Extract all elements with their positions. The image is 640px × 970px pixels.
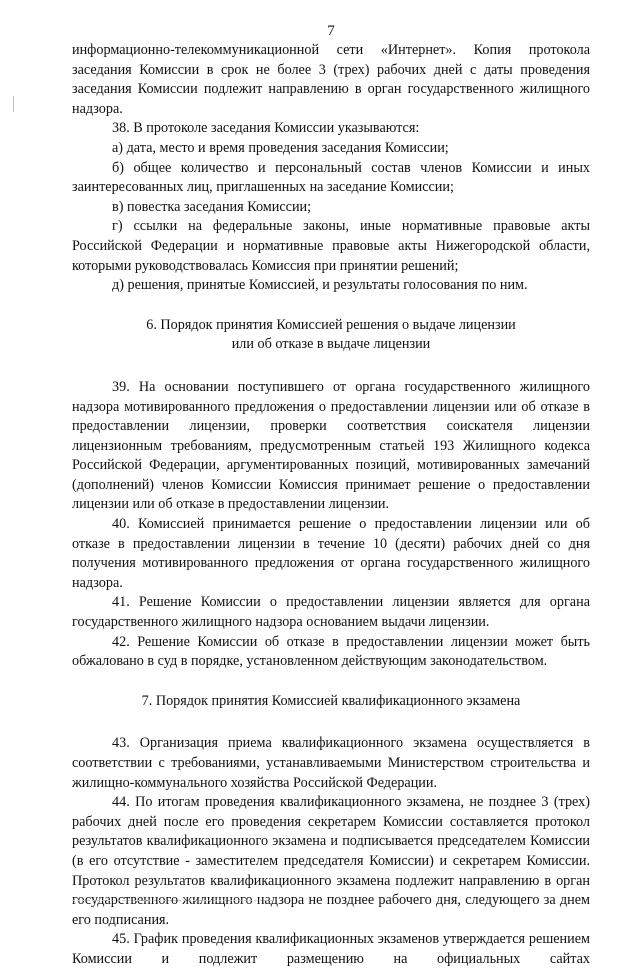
paragraph-38: 38. В протоколе заседания Комиссии указываются:	[112, 120, 420, 137]
document-page	[72, 0, 590, 967]
paragraph-45: 45. График проведения квалификационных экзаменов утверждается решением Комиссии и подлежит размещению на официальных сайтах	[72, 931, 590, 967]
list-item-b: б) общее количество и персональный состав членов Комиссии и иных заинтересованных лиц, приглашенных на заседание Комиссии;	[72, 159, 590, 196]
list-item-a: а) дата, место и время проведения заседания Комиссии;	[112, 139, 449, 156]
paragraph-42: 42. Решение Комиссии об отказе в предоставлении лицензии может быть обжаловано в суд в порядке, установленном действующим законодательством.	[72, 633, 590, 670]
section-6-title-line1: 6. Порядок принятия Комиссией решения о выдаче лицензии	[146, 316, 516, 333]
document-body	[72, 41, 590, 970]
section-7-title: 7. Порядок принятия Комиссией квалификационного экзамена	[141, 692, 521, 709]
paragraph-43: 43. Организация приема квалификационного экзамена осуществляется в соответствии с требованиями, устанавливаемыми Министерством строительства и жилищно-коммунального хозяйства Российской Федерации.	[72, 735, 590, 791]
paragraph-39: 39. На основании поступившего от органа государственного жилищного надзора мотивированного предложения о предоставлении лицензии или об отказе в предоставлении лицензии, проверки соответствия соискателя лицензии лицензионным требованиям, предусмотренным статьей 193 Жилищного кодекса Российской Федерации, аргументированных позиций, мотивированных замечаний (дополнений) членов Комиссии Комиссия принимает решение о предоставлении лицензии или об отказе в предоставлении лицензии.	[72, 378, 590, 513]
paragraph-41: 41. Решение Комиссии о предоставлении лицензии является для органа государственного жилищного надзора основанием выдачи лицензии.	[72, 594, 590, 631]
list-item-d: д) решения, принятые Комиссией, и результаты голосования по ним.	[112, 277, 528, 294]
page-number: 7	[327, 23, 335, 39]
section-6-title-line2: или об отказе в выдаче лицензии	[231, 336, 431, 353]
paragraph-40: 40. Комиссией принимается решение о предоставлении лицензии или об отказе в предоставлении лицензии в течение 10 (десяти) рабочих дней со дня получения мотивированного предложения от органа государственного жилищного надзора.	[72, 516, 590, 591]
bottom-edge-rule	[72, 900, 272, 901]
list-item-v: в) повестка заседания Комиссии;	[112, 198, 312, 215]
paragraph-37-continuation: информационно-телекоммуникационной сети «Интернет». Копия протокола заседания Комиссии в срок не более 3 (трех) рабочих дней с даты проведения заседания Комиссии подлежит направлению в орган государственного жилищного надзора.	[72, 42, 590, 117]
margin-mark	[13, 96, 14, 112]
paragraph-44: 44. По итогам проведения квалификационного экзамена, не позднее 3 (трех) рабочих дней после его проведения секретарем Комиссии составляется протокол результатов квалификационного экзамена и подписывается председателем Комиссии (в его отсутствие - заместителем председателя Комиссии) и секретарем Комиссии. Протокол результатов квалификационного экзамена подлежит направлению в орган государственного жилищного надзора не позднее рабочего дня, следующего за днем его подписания.	[72, 794, 590, 928]
list-item-g: г) ссылки на федеральные законы, иные нормативные правовые акты Российской Федерации и нормативные правовые акты Нижегородской области, которыми руководствовалась Комиссия при принятии решений;	[72, 218, 590, 274]
